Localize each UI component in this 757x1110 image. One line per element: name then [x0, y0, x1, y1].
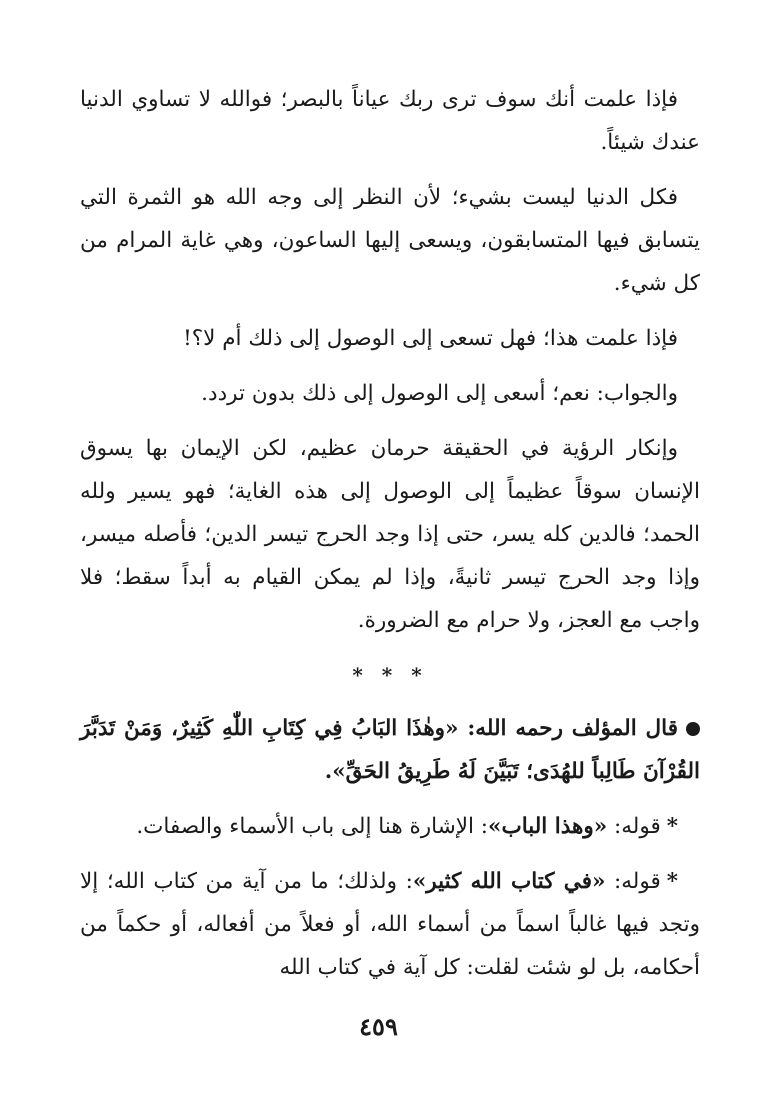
commentary-1-quote: «وهذا الباب»: [488, 814, 608, 839]
page-body: [80, 78, 700, 1001]
paragraph-5: وإنكار الرؤية في الحقيقة حرمان عظيم، لكن الإيمان بها يسوق الإنسان سوقاً عظيماً إلى الوصول إلى هذه الغاية؛ فهو يسير ولله الحمد؛ فالدين كله يسر، حتى إذا وجد الحرج تيسر الدين؛ فأصله ميسر، وإذا وجد الحرج تيسر ثانيةً، وإذا لم يمكن القيام به أبداً سقط؛ فلا واجب مع العجز، ولا حرام مع الضرورة.: [80, 436, 700, 633]
asterisk-marker-icon: *: [666, 869, 678, 894]
commentary-1-label: قوله:: [614, 814, 661, 839]
author-quote-text: «وهٰذَا البَابُ فِي كِتَابِ اللّٰهِ كَثِيرٌ، وَمَنْ تَدَبَّرَ القُرْآنَ طَالِباً للهُدَى؛ تَبَيَّنَ لَهُ طَرِيقُ الحَقِّ».: [80, 716, 700, 784]
author-quote-intro: قال المؤلف رحمه الله:: [467, 716, 678, 741]
commentary-1: [80, 805, 700, 848]
commentary-2: [80, 860, 700, 989]
commentary-2-label: قوله:: [614, 869, 661, 894]
author-quote: [80, 707, 700, 793]
paragraph-4: والجواب: نعم؛ أسعى إلى الوصول إلى ذلك بدون تردد.: [201, 381, 678, 406]
paragraph-3: فإذا علمت هذا؛ فهل تسعى إلى الوصول إلى ذلك أم لا؟!: [183, 326, 678, 351]
commentary-1-text: : الإشارة هنا إلى باب الأسماء والصفات.: [136, 814, 489, 839]
section-separator: * * *: [352, 663, 428, 687]
paragraph-1: فإذا علمت أنك سوف ترى ربك عياناً بالبصر؛ فوالله لا تساوي الدنيا عندك شيئاً.: [80, 87, 700, 155]
commentary-2-text: : ولذلك؛ ما من آية من كتاب الله؛ إلا وتجد فيها غالباً اسماً من أسماء الله، أو فعلاً من أفعاله، أو حكماً من أحكامه، بل لو شئت لقلت: كل آية في كتاب الله: [80, 869, 700, 980]
asterisk-marker-icon: *: [666, 814, 678, 839]
commentary-2-quote: «في كتاب الله كثير»: [412, 869, 606, 894]
paragraph-2: فكل الدنيا ليست بشيء؛ لأن النظر إلى وجه الله هو الثمرة التي يتسابق فيها المتسابقون، ويسعى إليها الساعون، وهي غاية المرام من كل شيء.: [80, 185, 700, 296]
page-number: ٤٥٩: [359, 1012, 398, 1041]
bullet-dot-icon: [686, 722, 700, 736]
